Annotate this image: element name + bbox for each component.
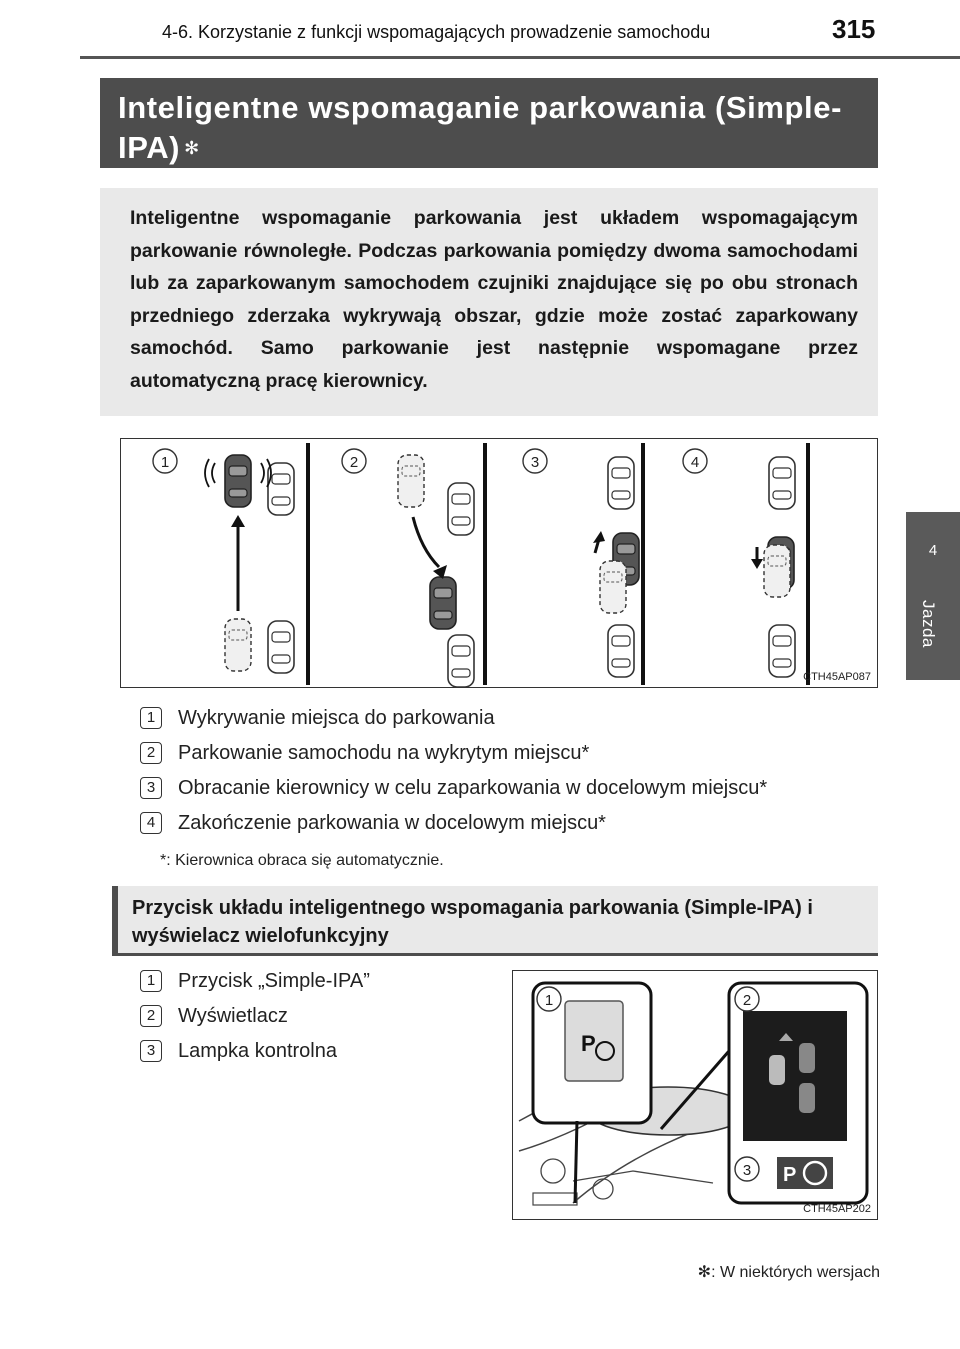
parking-steps-illustration [121,439,879,689]
item-text: Obracanie kierownicy w celu zaparkowania w docelowym miejscu* [178,777,768,799]
item-text: Wykrywanie miejsca do parkowania [178,707,495,729]
item-number: 2 [140,742,162,764]
indicator-letter: P [783,1164,797,1186]
panel-2-illustration [398,455,474,687]
list-item [140,1038,480,1073]
item-text: Lampka kontrolna [178,1040,337,1062]
button-callout [533,983,651,1203]
panel-1-illustration [205,455,294,673]
item-number: 3 [140,777,162,799]
simple-ipa-button-letter: P [581,1031,596,1056]
item-text: Parkowanie samochodu na wykrytym miejscu* [178,742,590,764]
item-number: 3 [140,1040,162,1062]
item-text: Przycisk „Simple-IPA” [178,970,370,992]
marker-1: 1 [544,992,554,1009]
intro-text: Inteligentne wspomaganie parkowania jest układem wspomagającym parkowanie równoległe. Podczas parkowania pomiędzy dwoma samochodami lub za zaparkowanym samochodem czujniki znajdujące się po obu stronach przedniego zderzaka wykrywają obszar, gdzie może zostać zaparkowany samochód. Samo parkowanie jest następnie wspomagane przez automatyczną pracę kierownicy. [130,207,858,392]
parking-steps-figure [120,438,878,688]
components-list [140,968,480,1073]
section-heading-text: Inteligentne wspomaganie parkowania (Simple-IPA) [118,90,843,165]
item-number: 4 [140,812,162,834]
chapter-tab [906,512,960,680]
section-heading [118,88,858,168]
page-footnote: ✻: W niektórych wersjach [697,1264,880,1281]
list-item [140,740,900,775]
steps-footnote: *: Kierownica obraca się automatycznie. [160,852,444,869]
list-item [140,705,900,740]
section-title: 4-6. Korzystanie z funkcji wspomagających prowadzenie samochodu [162,22,711,42]
subheading: Przycisk układu inteligentnego wspomagania parkowania (Simple-IPA) i wyświelacz wielofunkcyjny [132,897,813,947]
display-callout [661,983,867,1203]
marker-3: 3 [742,1162,752,1179]
panel-3-illustration [593,457,639,677]
intro-box [100,188,878,416]
chapter-number: 4 [928,542,938,559]
footnote-marker: ✻ [184,138,200,158]
figure-code: CTH45AP202 [803,1203,871,1215]
chapter-label: Jazda [919,600,938,648]
dashboard-illustration [513,971,878,1220]
step-marker-4: 4 [690,454,700,471]
step-marker-1: 1 [160,454,170,471]
page-header [0,0,960,60]
section-heading-box [100,78,878,168]
list-item [140,1003,480,1038]
item-text: Wyświetlacz [178,1005,288,1027]
marker-2: 2 [742,992,752,1009]
list-item [140,968,480,1003]
list-item [140,810,900,845]
item-text: Zakończenie parkowania w docelowym miejscu* [178,812,606,834]
step-marker-3: 3 [530,454,540,471]
panel-4-illustration [751,457,795,677]
page-number: 315 [832,14,876,44]
steps-list [140,705,900,845]
panel-dividers [306,443,810,685]
item-number: 1 [140,707,162,729]
item-number: 2 [140,1005,162,1027]
item-number: 1 [140,970,162,992]
list-item [140,775,900,810]
step-marker-2: 2 [349,454,359,471]
figure-code: CTH45AP087 [803,671,871,683]
header-divider [80,56,960,59]
subheading-box [112,886,878,956]
dashboard-figure [512,970,878,1220]
